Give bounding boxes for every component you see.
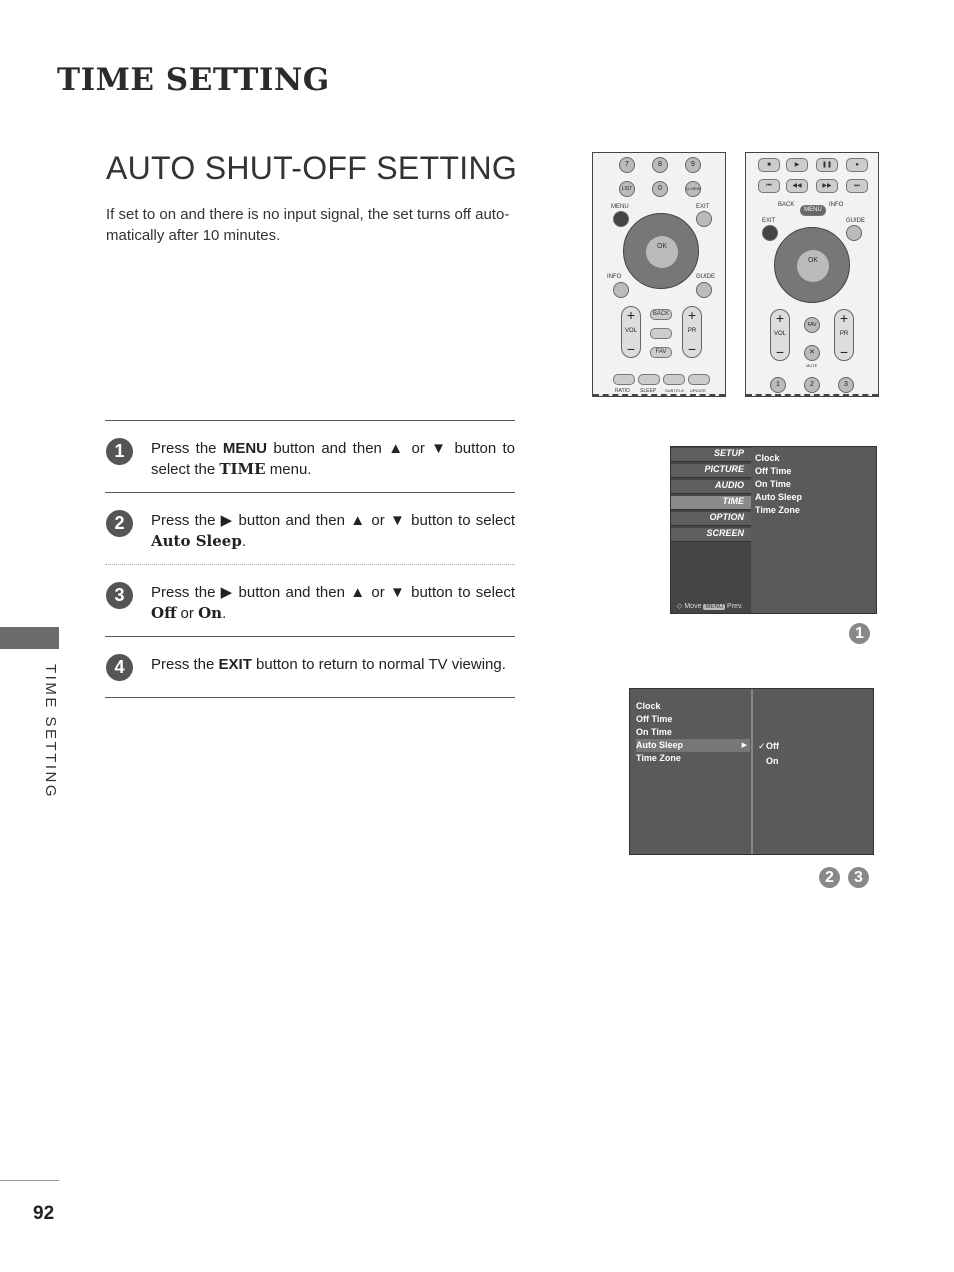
step-text: Press the ▶ button and then ▲ or ▼ button to select	[151, 584, 515, 601]
step-3	[105, 565, 515, 637]
pr-label: PR	[839, 331, 849, 337]
mute-label: MUTE	[806, 363, 818, 368]
option-on-time[interactable]: On Time	[755, 479, 791, 489]
fav-button: FAV	[804, 317, 820, 333]
menu-category-time[interactable]: TIME	[671, 496, 751, 510]
mute-button: ✕	[804, 345, 820, 361]
step-text: button and then ▲ or ▼ button to select the	[151, 440, 515, 478]
column-divider	[751, 689, 753, 854]
step-keyword: Off	[151, 604, 177, 622]
footer-divider	[0, 1180, 59, 1181]
remote-illustration-b	[745, 152, 879, 397]
guide-button	[846, 225, 862, 241]
step-number: 4	[106, 654, 133, 681]
menu-category-setup[interactable]: SETUP	[671, 448, 751, 462]
blank-button	[650, 328, 672, 339]
step-text: Press the ▶ button and then ▲ or ▼ button to select	[151, 512, 515, 529]
plus-icon: +	[626, 307, 636, 323]
stop-button: ■	[758, 158, 780, 172]
digit-9-button: 9	[685, 157, 701, 173]
step-number: 3	[106, 582, 133, 609]
prev-label: Prev.	[727, 603, 743, 610]
program-rocker	[682, 306, 702, 358]
option-on-time[interactable]: On Time	[636, 727, 672, 737]
option-off-time[interactable]: Off Time	[755, 466, 792, 476]
step-text: Press the	[151, 440, 223, 457]
info-label: INFO	[607, 274, 622, 280]
check-icon: ✓	[758, 741, 766, 751]
step-4	[105, 637, 515, 698]
guide-button	[696, 282, 712, 298]
guide-label: GUIDE	[696, 274, 716, 280]
steps-list	[105, 420, 515, 698]
step-keyword: EXIT	[218, 656, 252, 673]
minus-icon: −	[839, 344, 849, 360]
subtitle-label: SUBTITLE	[665, 388, 685, 393]
exit-label: EXIT	[762, 218, 776, 224]
sleep-button	[638, 374, 660, 385]
plus-icon: +	[839, 310, 849, 326]
step-text: button to return to normal TV viewing.	[251, 656, 506, 673]
option-time-zone[interactable]: Time Zone	[755, 505, 800, 515]
side-tab	[0, 627, 59, 649]
step-keyword: On	[198, 604, 223, 622]
plus-icon: +	[775, 310, 785, 326]
fav-button: FAV	[650, 347, 672, 358]
step-keyword: TIME	[219, 460, 266, 478]
move-icon: ◇	[677, 603, 683, 610]
step-text: .	[222, 605, 227, 622]
pause-button: ❚❚	[816, 158, 838, 172]
digit-7-button: 7	[619, 157, 635, 173]
osd-footer	[677, 602, 743, 610]
subtitle-button	[663, 374, 685, 385]
digit-8-button: 8	[652, 157, 668, 173]
option-auto-sleep[interactable]: Auto Sleep	[755, 492, 803, 502]
option-auto-sleep[interactable]: Auto Sleep ▶	[636, 739, 750, 752]
update-label: UPDATE	[690, 388, 706, 393]
minus-icon: −	[687, 341, 697, 357]
navigation-pad	[774, 227, 850, 303]
page-number: 92	[33, 1203, 55, 1224]
auto-sleep-options	[758, 739, 779, 769]
digit-3-button: 3	[838, 377, 854, 393]
step-badge-3: 3	[848, 867, 869, 888]
minus-icon: −	[626, 341, 636, 357]
step-keyword: Auto Sleep	[151, 532, 242, 550]
rewind-button: ◀◀	[786, 179, 808, 193]
qview-button: Q.VIEW	[685, 181, 701, 197]
cut-line	[593, 394, 725, 396]
info-label: INFO	[829, 202, 844, 208]
option-clock[interactable]: Clock	[755, 453, 780, 463]
digit-2-button: 2	[804, 377, 820, 393]
move-label: Move	[684, 603, 702, 610]
menu-category-screen[interactable]: SCREEN	[671, 528, 751, 542]
exit-label: EXIT	[696, 204, 710, 210]
minus-icon: −	[775, 344, 785, 360]
skip-back-button: ⏮	[758, 179, 780, 193]
sleep-label: SLEEP	[640, 388, 657, 394]
step-1	[105, 421, 515, 493]
exit-button	[762, 225, 778, 241]
pr-label: PR	[687, 328, 697, 334]
play-button: ▶	[786, 158, 808, 172]
guide-label: GUIDE	[846, 218, 866, 224]
step-text: or	[176, 605, 199, 622]
exit-button	[696, 211, 712, 227]
step-text: .	[241, 533, 246, 550]
step-text: menu.	[265, 461, 312, 478]
time-options-list	[636, 700, 750, 765]
step-number: 2	[106, 510, 133, 537]
step-keyword: MENU	[222, 440, 267, 457]
section-title: AUTO SHUT-OFF SETTING	[106, 150, 518, 186]
ratio-button	[613, 374, 635, 385]
digit-0-button: 0	[652, 181, 668, 197]
remote-illustration-a	[592, 152, 726, 397]
ratio-label: RATIO	[615, 388, 630, 394]
plus-icon: +	[687, 307, 697, 323]
menu-label: MENU	[611, 204, 629, 210]
cut-line	[746, 394, 878, 396]
skip-forward-button: ⏭	[846, 179, 868, 193]
osd-main-menu	[670, 446, 877, 614]
time-options-list	[755, 452, 802, 517]
vol-label: VOL	[624, 328, 637, 334]
menu-category-audio[interactable]: AUDIO	[671, 480, 751, 494]
step-badge-1: 1	[849, 623, 870, 644]
volume-rocker	[770, 309, 790, 361]
option-time-zone[interactable]: Time Zone	[636, 753, 681, 763]
menu-button: MENU	[800, 205, 826, 216]
step-number: 1	[106, 438, 133, 465]
sub-option-on[interactable]: On	[766, 756, 779, 766]
intro-text: If set to on and there is no input signal, the set turns off auto-matically after 10 minutes.	[106, 206, 510, 244]
ok-button: OK	[646, 236, 678, 268]
info-button	[613, 282, 629, 298]
list-button: LIST	[619, 181, 635, 197]
sub-option-off[interactable]: ✓Off	[758, 739, 779, 754]
page-header: TIME SETTING	[57, 62, 330, 98]
step-badge-2: 2	[819, 867, 840, 888]
back-label: BACK	[778, 202, 795, 208]
menu-category-picture[interactable]: PICTURE	[671, 464, 751, 478]
step-text: Press the	[151, 656, 219, 673]
ok-button: OK	[797, 250, 829, 282]
fast-forward-button: ▶▶	[816, 179, 838, 193]
option-clock[interactable]: Clock	[636, 701, 661, 711]
update-button	[688, 374, 710, 385]
menu-chip: MENU	[705, 604, 724, 610]
side-label: TIME SETTING	[42, 664, 59, 799]
program-rocker	[834, 309, 854, 361]
digit-1-button: 1	[770, 377, 786, 393]
option-off-time[interactable]: Off Time	[636, 714, 673, 724]
vol-label: VOL	[773, 331, 786, 337]
record-button: ●	[846, 158, 868, 172]
step-2	[105, 493, 515, 565]
back-button: BACK	[650, 309, 672, 320]
volume-rocker	[621, 306, 641, 358]
osd-time-menu	[629, 688, 874, 855]
menu-category-option[interactable]: OPTION	[671, 512, 751, 526]
menu-button	[613, 211, 629, 227]
navigation-pad	[623, 213, 699, 289]
